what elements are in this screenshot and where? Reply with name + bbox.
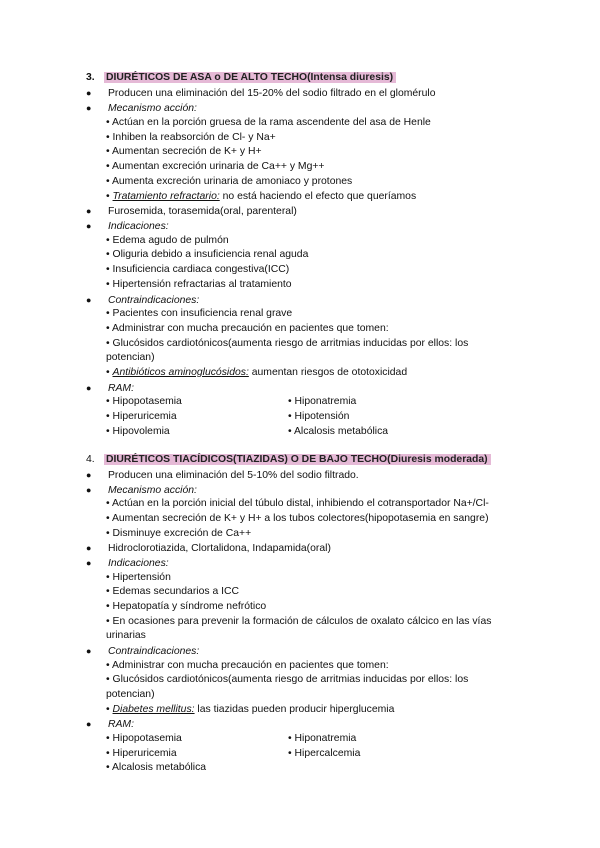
list-item: ● RAM:	[86, 719, 134, 730]
list-item: • Hipopotasemia	[106, 733, 182, 744]
section-number: 3.	[86, 72, 95, 83]
list-item: ● Indicaciones:	[86, 558, 169, 569]
list-item: ● Indicaciones:	[86, 221, 169, 232]
list-item: • Inhiben la reabsorción de Cl- y Na+	[106, 132, 276, 143]
list-item: • Alcalosis metabólica	[106, 762, 207, 773]
list-item: • Alcalosis metabólica	[288, 426, 389, 437]
list-item: ● Contraindicaciones:	[86, 295, 200, 306]
list-item: • Edema agudo de pulmón	[106, 235, 229, 246]
list-item: • Hiponatremia	[288, 396, 357, 407]
list-item: • Aumentan secreción de K+ y H+	[106, 146, 262, 157]
list-item: • Hipertensión refractarias al tratamiento	[106, 279, 292, 290]
list-item: • Hiperuricemia	[106, 748, 177, 759]
list-item: • Diabetes mellitus: las tiazidas pueden producir hiperglucemia	[106, 704, 395, 715]
list-item: • Oliguria debido a insuficiencia renal aguda	[106, 249, 309, 260]
list-item: ● Hidroclorotiazida, Clortalidona, Indapamida(oral)	[86, 543, 331, 554]
list-item: • Disminuye excreción de Ca++	[106, 528, 252, 539]
list-item: ● RAM:	[86, 383, 134, 394]
list-item: • Glucósidos cardiotónicos(aumenta riesgo de arritmias inducidas por ellos: los	[106, 674, 469, 685]
list-item: ● Furosemida, torasemida(oral, parenteral)	[86, 206, 297, 217]
bullet-icon: ●	[86, 221, 92, 231]
list-item: potencian)	[106, 689, 155, 700]
bullet-icon: ●	[86, 103, 92, 113]
list-item: • Tratamiento refractario: no está haciendo el efecto que queríamos	[106, 191, 417, 202]
bullet-icon: ●	[86, 543, 92, 553]
list-item: • Aumentan excreción urinaria de Ca++ y Mg++	[106, 161, 325, 172]
list-item: • Administrar con mucha precaución en pacientes que tomen:	[106, 660, 389, 671]
list-item: • Aumentan secreción de K+ y H+ a los tubos colectores(hipopotasemia en sangre)	[106, 513, 489, 524]
bullet-icon: ●	[86, 485, 92, 495]
list-item: ● Mecanismo acción:	[86, 485, 197, 496]
list-item: • Hepatopatía y síndrome nefrótico	[106, 601, 267, 612]
list-item: potencian)	[106, 352, 155, 363]
list-item: ● Producen una eliminación del 15-20% del sodio filtrado en el glomérulo	[86, 88, 436, 99]
list-item: urinarias	[106, 630, 146, 641]
list-item: • En ocasiones para prevenir la formación de cálculos de oxalato cálcico en las vías	[106, 616, 492, 627]
section-3-heading	[86, 70, 396, 85]
list-item: • Hipovolemia	[106, 426, 170, 437]
list-item: • Hipotensión	[288, 411, 350, 422]
bullet-icon: ●	[86, 295, 92, 305]
list-item: • Edemas secundarios a ICC	[106, 586, 240, 597]
bullet-icon: ●	[86, 383, 92, 393]
list-item: • Hipercalcemia	[288, 748, 361, 759]
bullet-icon: ●	[86, 558, 92, 568]
bullet-icon: ●	[86, 646, 92, 656]
list-item: • Hiponatremia	[288, 733, 357, 744]
section-number: 4.	[86, 454, 95, 465]
list-item: • Actúan en la porción inicial del túbulo distal, inhibiendo el cotransportador Na+/Cl-	[106, 498, 489, 509]
list-item: • Aumenta excreción urinaria de amoniaco y protones	[106, 176, 353, 187]
section-title: DIURÉTICOS DE ASA o DE ALTO TECHO(Intensa diuresis)	[104, 72, 396, 83]
list-item: • Insuficiencia cardiaca congestiva(ICC)	[106, 264, 290, 275]
bullet-icon: ●	[86, 719, 92, 729]
list-item: ● Mecanismo acción:	[86, 103, 197, 114]
list-item: ● Producen una eliminación del 5-10% del sodio filtrado.	[86, 470, 359, 481]
list-item: • Administrar con mucha precaución en pacientes que tomen:	[106, 323, 389, 334]
list-item: • Glucósidos cardiotónicos(aumenta riesgo de arritmias inducidas por ellos: los	[106, 338, 469, 349]
section-4-heading	[86, 452, 491, 467]
list-item: • Actúan en la porción gruesa de la rama ascendente del asa de Henle	[106, 117, 431, 128]
list-item: • Antibióticos aminoglucósidos: aumentan riesgos de ototoxicidad	[106, 367, 408, 378]
bullet-icon: ●	[86, 206, 92, 216]
list-item: • Hiperuricemia	[106, 411, 177, 422]
list-item: • Hipertensión	[106, 572, 171, 583]
bullet-icon: ●	[86, 88, 92, 98]
list-item: • Pacientes con insuficiencia renal grave	[106, 308, 293, 319]
list-item: • Hipopotasemia	[106, 396, 182, 407]
section-title: DIURÉTICOS TIACÍDICOS(TIAZIDAS) O DE BAJO TECHO(Diuresis moderada)	[104, 454, 491, 465]
bullet-icon: ●	[86, 470, 92, 480]
list-item: ● Contraindicaciones:	[86, 646, 200, 657]
